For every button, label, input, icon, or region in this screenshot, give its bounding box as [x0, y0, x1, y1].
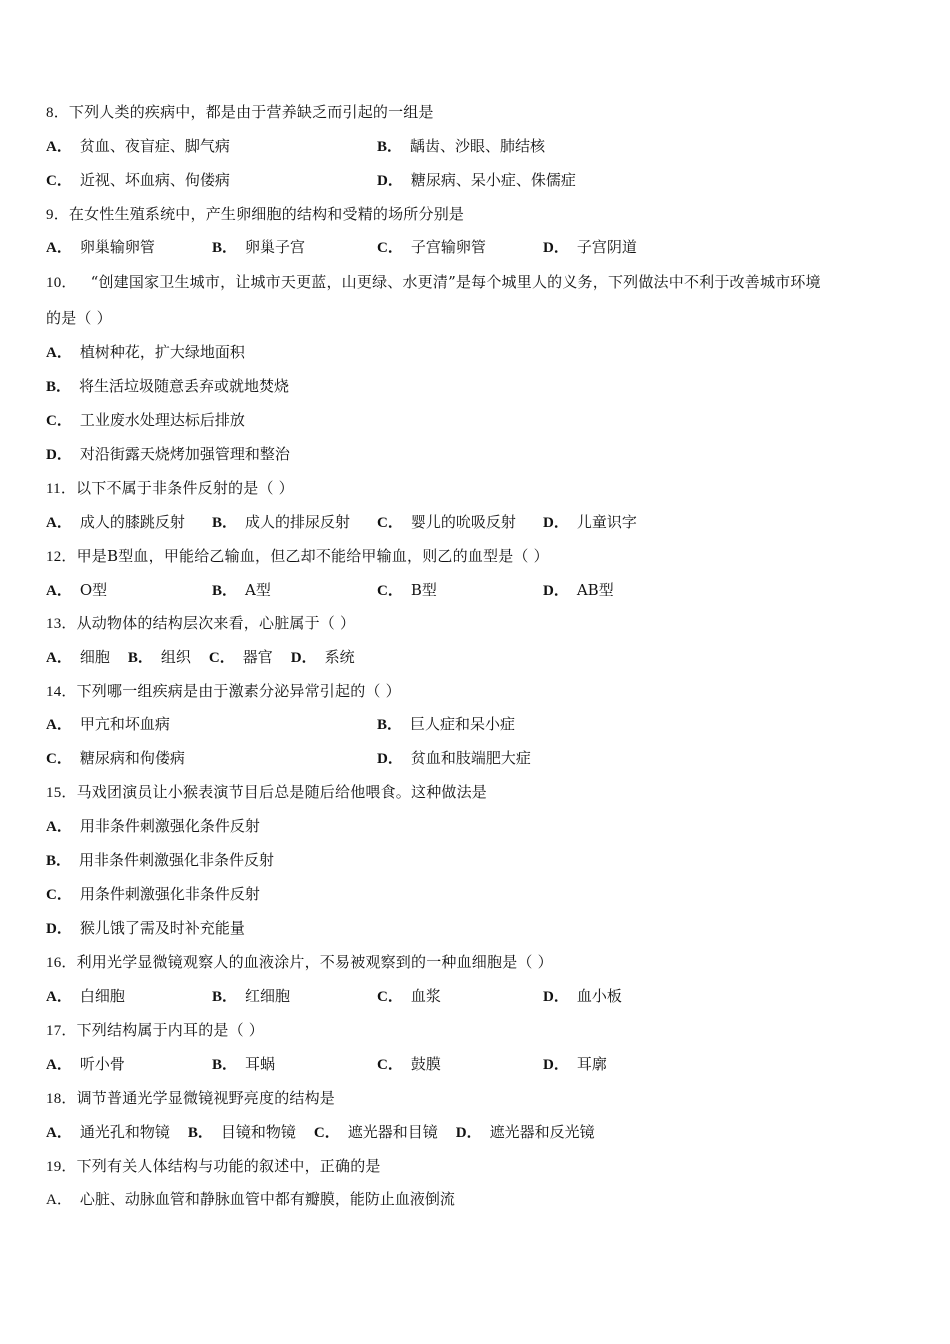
option-letter: D． — [455, 1125, 482, 1141]
question-17-option-b — [212, 1053, 275, 1075]
option-text: 血小板 — [576, 987, 622, 1005]
question-11-option-b — [212, 511, 350, 533]
question-12-option-c — [377, 579, 437, 601]
option-text: 婴儿的吮吸反射 — [410, 513, 516, 531]
option-letter: A． — [46, 583, 72, 599]
question-10-stem-line2 — [46, 307, 112, 329]
question-number: 9． — [46, 207, 69, 223]
question-8-stem — [46, 101, 434, 123]
option-letter: A． — [46, 515, 72, 531]
option-letter: A． — [46, 819, 72, 835]
option-letter: C． — [46, 413, 72, 429]
question-12-option-a — [46, 579, 107, 601]
question-17-option-c — [377, 1053, 441, 1075]
question-15-option-a — [46, 815, 260, 837]
question-text: “创建国家卫生城市，让城市天更蓝，山更绿、水更清”是每个城里人的义务，下列做法中不利于改善城市环境 — [90, 273, 821, 291]
question-8-option-a — [46, 135, 230, 157]
option-letter: D． — [377, 173, 403, 189]
option-letter: D． — [543, 515, 569, 531]
option-text: 耳蜗 — [245, 1055, 276, 1073]
option-text: 卵巢输卵管 — [79, 238, 155, 256]
option-text: 成人的排尿反射 — [245, 513, 351, 531]
question-number: 10． — [46, 275, 77, 291]
question-text: 在女性生殖系统中，产生卵细胞的结构和受精的场所分别是 — [68, 205, 465, 223]
option-letter: C． — [377, 240, 403, 256]
question-16-stem — [46, 951, 553, 973]
question-text: 下列人类的疾病中，都是由于营养缺乏而引起的一组是 — [68, 103, 434, 121]
question-text: 下列哪一组疾病是由于激素分泌异常引起的（ ） — [76, 682, 401, 700]
option-letter: C． — [46, 173, 72, 189]
option-letter: C． — [377, 989, 403, 1005]
question-16-option-d — [543, 985, 622, 1007]
option-text: 对沿街露天烧烤加强管理和整治 — [79, 445, 290, 463]
option-letter: B． — [212, 1057, 238, 1073]
option-text: 甲亢和坏血病 — [79, 715, 170, 733]
question-13-option-a — [46, 648, 110, 666]
question-11-option-a — [46, 511, 185, 533]
option-letter: C． — [46, 887, 72, 903]
question-12-option-d — [543, 579, 614, 601]
option-text: 儿童识字 — [576, 513, 637, 531]
question-18-options — [46, 1121, 613, 1143]
option-text: 近视、坏血病、佝偻病 — [79, 171, 230, 189]
option-letter: B． — [46, 853, 72, 869]
question-number: 18． — [46, 1091, 77, 1107]
option-text: 细胞 — [79, 648, 110, 666]
option-text: 组织 — [160, 648, 191, 666]
question-number: 11． — [46, 481, 77, 497]
option-text: 成人的膝跳反射 — [79, 513, 185, 531]
question-9-option-a — [46, 236, 155, 258]
option-letter: B． — [212, 515, 238, 531]
option-letter: A． — [46, 139, 72, 155]
question-14-option-b — [377, 713, 515, 735]
question-8-option-c — [46, 169, 230, 191]
option-text: 植树种花，扩大绿地面积 — [79, 343, 245, 361]
question-text: 的是（ ） — [46, 309, 112, 327]
option-text: AB型 — [576, 581, 614, 599]
option-letter: C． — [377, 1057, 403, 1073]
option-letter: D． — [46, 921, 72, 937]
option-text: 子宫阴道 — [576, 238, 637, 256]
option-letter: B． — [46, 379, 72, 395]
question-13-option-d — [291, 648, 355, 666]
option-text: 工业废水处理达标后排放 — [79, 411, 245, 429]
question-19-stem — [46, 1155, 381, 1177]
question-text: 马戏团演员让小猴表演节目后总是随后给他喂食。这种做法是 — [76, 783, 488, 801]
option-text: 心脏、动脉血管和静脉血管中都有瓣膜，能防止血液倒流 — [79, 1190, 455, 1208]
option-letter: B． — [187, 1125, 213, 1141]
question-14-option-a — [46, 713, 170, 735]
option-text: 听小骨 — [79, 1055, 125, 1073]
option-text: 白细胞 — [79, 987, 125, 1005]
option-text: 贫血、夜盲症、脚气病 — [79, 137, 230, 155]
question-9-option-d — [543, 236, 637, 258]
option-letter: A． — [46, 1192, 72, 1208]
question-18-stem — [46, 1087, 335, 1109]
option-text: 龋齿、沙眼、肺结核 — [410, 137, 546, 155]
option-letter: D． — [377, 751, 403, 767]
question-18-option-c — [314, 1123, 438, 1141]
question-18-option-a — [46, 1123, 170, 1141]
question-text: 甲是B型血，甲能给乙输血，但乙却不能给甲输血，则乙的血型是（ ） — [76, 547, 549, 565]
question-12-option-b — [212, 579, 271, 601]
option-letter: C． — [313, 1125, 340, 1141]
option-letter: C． — [377, 583, 403, 599]
question-13-stem — [46, 612, 355, 634]
option-text: 糖尿病、呆小症、侏儒症 — [410, 171, 576, 189]
option-text: 用非条件刺激强化条件反射 — [79, 817, 260, 835]
question-10-option-a — [46, 341, 245, 363]
option-text: 耳廓 — [576, 1055, 607, 1073]
option-text: 遮光器和反光镜 — [489, 1123, 595, 1141]
question-14-option-c — [46, 747, 185, 769]
question-13-options — [46, 646, 373, 668]
question-18-option-d — [456, 1123, 595, 1141]
option-text: 子宫输卵管 — [410, 238, 486, 256]
option-letter: C． — [377, 515, 403, 531]
option-letter: A． — [46, 989, 72, 1005]
option-letter: C． — [46, 751, 72, 767]
question-18-option-b — [188, 1123, 296, 1141]
question-17-option-d — [543, 1053, 607, 1075]
option-letter: B． — [377, 717, 403, 733]
option-letter: B． — [212, 989, 238, 1005]
question-15-stem — [46, 781, 487, 803]
question-11-option-d — [543, 511, 637, 533]
option-text: 糖尿病和佝偻病 — [79, 749, 185, 767]
option-text: A型 — [245, 581, 271, 599]
option-letter: A． — [46, 240, 72, 256]
question-15-option-b — [46, 849, 274, 871]
option-letter: B． — [127, 650, 153, 666]
option-text: 目镜和物镜 — [220, 1123, 296, 1141]
option-letter: A． — [46, 717, 72, 733]
question-19-option-a — [46, 1188, 455, 1210]
option-text: B型 — [410, 581, 437, 599]
question-16-option-a — [46, 985, 125, 1007]
question-10-option-d — [46, 443, 290, 465]
question-16-option-c — [377, 985, 441, 1007]
question-number: 8． — [46, 105, 69, 121]
option-letter: D． — [290, 650, 317, 666]
option-letter: B． — [377, 139, 403, 155]
option-text: 器官 — [242, 648, 273, 666]
question-text: 从动物体的结构层次来看，心脏属于（ ） — [76, 614, 356, 632]
question-14-option-d — [377, 747, 531, 769]
question-text: 下列结构属于内耳的是（ ） — [76, 1021, 264, 1039]
question-number: 17． — [46, 1023, 77, 1039]
question-16-option-b — [212, 985, 290, 1007]
question-10-stem-line1 — [46, 271, 821, 293]
question-number: 12． — [46, 549, 77, 565]
option-text: 卵巢子宫 — [245, 238, 306, 256]
question-15-option-d — [46, 917, 245, 939]
option-letter: A． — [46, 650, 72, 666]
question-number: 16． — [46, 955, 77, 971]
question-17-option-a — [46, 1053, 125, 1075]
question-14-stem — [46, 680, 401, 702]
question-9-option-c — [377, 236, 486, 258]
question-11-option-c — [377, 511, 516, 533]
option-text: 系统 — [324, 648, 355, 666]
question-10-option-c — [46, 409, 245, 431]
question-number: 19． — [46, 1159, 77, 1175]
option-text: 巨人症和呆小症 — [410, 715, 516, 733]
option-letter: D． — [543, 583, 569, 599]
option-text: 用非条件刺激强化非条件反射 — [79, 851, 275, 869]
question-12-stem — [46, 545, 549, 567]
option-letter: D． — [543, 1057, 569, 1073]
option-letter: D． — [46, 447, 72, 463]
option-text: 贫血和肢端肥大症 — [410, 749, 531, 767]
question-text: 下列有关人体结构与功能的叙述中，正确的是 — [76, 1157, 381, 1175]
question-number: 13． — [46, 616, 77, 632]
option-letter: D． — [543, 240, 569, 256]
question-text: 调节普通光学显微镜视野亮度的结构是 — [76, 1089, 336, 1107]
option-letter: B． — [212, 240, 238, 256]
option-letter: A． — [46, 345, 72, 361]
question-11-stem — [46, 477, 294, 499]
question-8-option-d — [377, 169, 576, 191]
question-text: 以下不属于非条件反射的是（ ） — [76, 479, 294, 497]
option-text: 猴儿饿了需及时补充能量 — [79, 919, 245, 937]
question-15-option-c — [46, 883, 260, 905]
option-letter: D． — [543, 989, 569, 1005]
question-13-option-c — [209, 648, 273, 666]
option-letter: A． — [46, 1125, 72, 1141]
option-text: 红细胞 — [245, 987, 291, 1005]
question-17-stem — [46, 1019, 264, 1041]
option-text: 通光孔和物镜 — [79, 1123, 170, 1141]
question-number: 14． — [46, 684, 77, 700]
option-text: 将生活垃圾随意丢弃或就地焚烧 — [79, 377, 290, 395]
question-number: 15． — [46, 785, 77, 801]
question-8-option-b — [377, 135, 545, 157]
question-13-option-b — [128, 648, 191, 666]
option-letter: C． — [208, 650, 235, 666]
option-text: 遮光器和目镜 — [347, 1123, 438, 1141]
option-text: O型 — [79, 581, 108, 599]
question-10-option-b — [46, 375, 289, 397]
question-text: 利用光学显微镜观察人的血液涂片，不易被观察到的一种血细胞是（ ） — [76, 953, 553, 971]
question-9-stem — [46, 203, 464, 225]
question-9-option-b — [212, 236, 305, 258]
option-text: 用条件刺激强化非条件反射 — [79, 885, 260, 903]
option-text: 鼓膜 — [410, 1055, 441, 1073]
option-letter: A． — [46, 1057, 72, 1073]
option-text: 血浆 — [410, 987, 441, 1005]
option-letter: B． — [212, 583, 238, 599]
